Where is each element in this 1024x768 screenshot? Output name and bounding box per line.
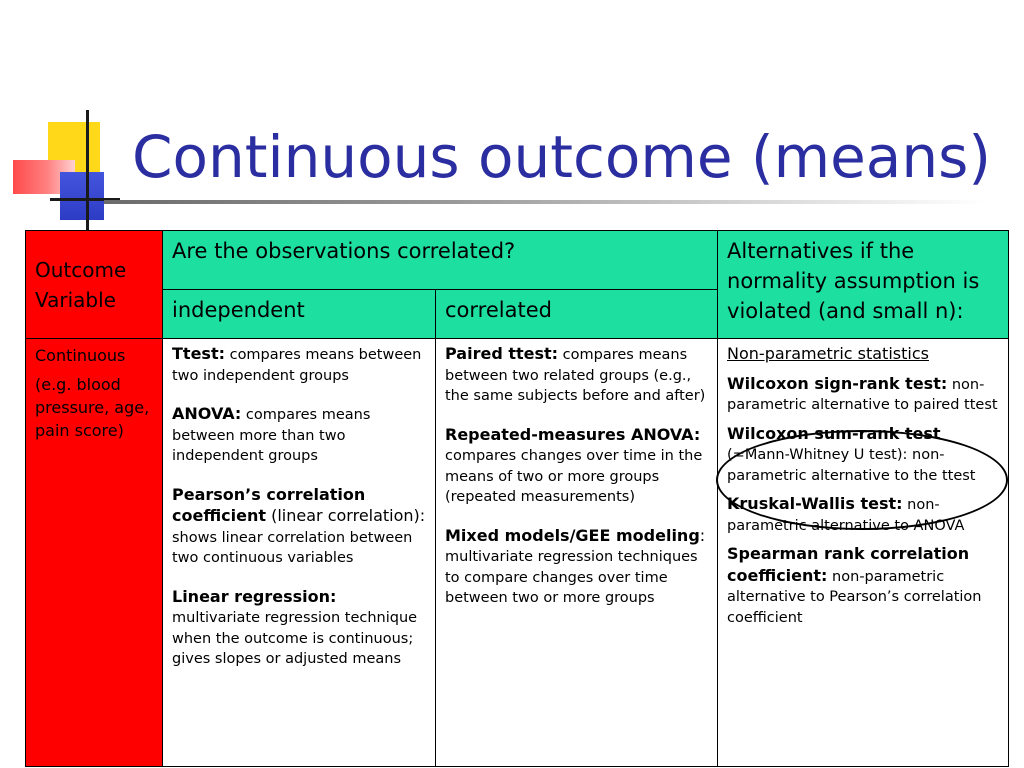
alternatives-header xyxy=(718,231,1009,339)
test-name: Pearson’s correlation coefficient xyxy=(172,484,366,525)
test-name: ANOVA: xyxy=(172,404,242,423)
list-item xyxy=(445,526,708,609)
outcome-variable-label: Outcome Variable xyxy=(35,258,127,312)
test-name: Wilcoxon sign-rank test: xyxy=(727,373,948,393)
test-description: compares means between two related groups (e.g., the same subjects before and after) xyxy=(445,347,706,404)
test-name: Repeated-measures ANOVA: xyxy=(445,424,701,444)
list-item xyxy=(172,404,426,467)
test-name: Ttest: xyxy=(172,344,225,363)
test-name: Mixed models/GEE modeling xyxy=(445,525,700,545)
correlated-question-label: Are the observations correlated? xyxy=(172,239,516,263)
outcome-type: Continuous xyxy=(35,346,126,365)
logo-blue-square xyxy=(60,172,104,220)
alternatives-cell xyxy=(718,339,1009,767)
test-qualifier: (linear correlation): xyxy=(266,506,426,525)
list-item xyxy=(445,344,708,407)
test-description: compares changes over time in the means of two or more groups (repeated measurements) xyxy=(445,448,703,505)
alternatives-label: Alternatives if the normality assumption is violated (and small n): xyxy=(727,239,980,323)
correlated-question-header xyxy=(163,231,718,290)
highlight-circle xyxy=(716,430,1008,530)
test-name: Spearman rank correlation coefficient: xyxy=(727,544,970,585)
test-qualifier: : xyxy=(699,525,706,545)
test-name: Kruskal-Wallis test: xyxy=(727,494,903,513)
nonparametric-heading xyxy=(727,344,999,366)
test-name: Paired ttest: xyxy=(445,344,559,363)
independent-cell xyxy=(163,339,436,767)
list-item xyxy=(172,485,426,569)
list-item xyxy=(727,374,999,416)
test-description: multivariate regression techniques to compare changes over time between two or more groups xyxy=(445,549,698,606)
test-name: Linear regression: xyxy=(172,586,337,606)
test-description: non-parametric alternative to Pearson’s correlation coefficient xyxy=(727,568,982,626)
correlated-header xyxy=(436,290,718,339)
slide-title: Continuous outcome (means) xyxy=(132,123,991,191)
test-name: Wilcoxon sum-rank test xyxy=(727,423,941,443)
outcome-cell xyxy=(26,339,163,767)
list-item xyxy=(172,344,426,386)
list-item xyxy=(172,587,426,670)
test-description: compares means between two independent groups xyxy=(172,347,422,384)
test-description: (=Mann-Whitney U test): non-parametric alternative to the ttest xyxy=(727,447,976,484)
test-description: shows linear correlation between two continuous variables xyxy=(172,529,413,566)
list-item xyxy=(445,425,708,508)
independent-header xyxy=(163,290,436,339)
independent-label: independent xyxy=(172,298,305,322)
correlated-label: correlated xyxy=(445,298,552,322)
outcome-examples: (e.g. blood pressure, age, pain score) xyxy=(35,375,150,440)
logo-vertical-line xyxy=(86,110,89,230)
test-description: non-parametric alternative to paired ttest xyxy=(727,376,998,413)
outcome-variable-header xyxy=(26,231,163,339)
test-description: non-parametric alternative to ANOVA xyxy=(727,497,965,534)
list-item xyxy=(727,544,999,628)
title-underline xyxy=(104,200,984,204)
test-description: compares means between more than two independent groups xyxy=(172,407,371,464)
test-description: multivariate regression technique when the outcome is continuous; gives slopes or adjusted means xyxy=(172,610,418,667)
correlated-cell xyxy=(436,339,718,767)
nonparametric-heading-text: Non-parametric statistics xyxy=(727,344,929,363)
